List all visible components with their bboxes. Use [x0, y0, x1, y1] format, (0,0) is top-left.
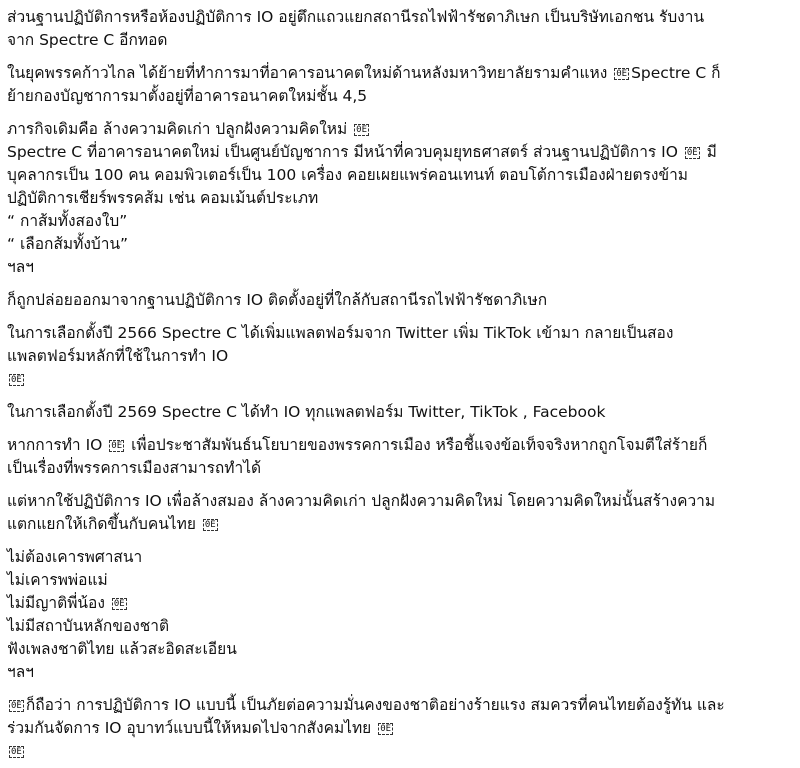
text-segment: Spectre C ที่อาคารอนาคตใหม่ เป็นศูนย์บัญชาการ มีหน้าที่ควบคุมยุทธศาสตร์ ส่วนฐานปฏิบัติการ IO: [7, 143, 678, 161]
text-segment: Spectre C ก็: [631, 64, 721, 82]
text-segment: ร่วมกันจัดการ IO อุบาทว์แบบนี้ให้หมดไปจากสังคมไทย: [7, 719, 372, 737]
text-line: ฟังเพลงชาติไทย แล้วสะอิดสะเอียน: [7, 640, 237, 658]
replacement-glyph-icon: 0E: [111, 441, 123, 451]
text-line: [7, 368, 782, 391]
text-segment: เพื่อประชาสัมพันธ์นโยบายของพรรคการเมือง หรือชี้แจงข้อเท็จจริงหากถูกโจมตีใส่ร้ายก็: [131, 436, 708, 454]
text-line: [7, 740, 782, 763]
paragraph-1: [7, 6, 782, 52]
text-line: แต่หากใช้ปฏิบัติการ IO เพื่อล้างสมอง ล้างความคิดเก่า ปลูกฝังความคิดใหม่ โดยความคิดใหม่นั้นสร้างความ: [7, 492, 716, 510]
replacement-glyph-icon: 0E: [356, 125, 367, 135]
replacement-glyph-icon: 0E: [380, 724, 392, 734]
text-line: ในการเลือกตั้งปี 2569 Spectre C ได้ทำ IO ทุกแพลตฟอร์ม Twitter, TikTok , Facebook: [7, 403, 606, 421]
replacement-glyph-icon: 0E: [113, 599, 125, 609]
text-line: [7, 513, 782, 536]
text-line: ไม่เคารพพ่อแม่: [7, 571, 108, 589]
paragraph-7: [7, 434, 782, 480]
paragraph-9: [7, 546, 782, 684]
replacement-glyph-icon: 0E: [11, 747, 22, 757]
paragraph-4: [7, 289, 782, 312]
text-line: ปฏิบัติการเชียร์พรรคส้ม เช่น คอมเม้นต์ประเภท: [7, 189, 319, 207]
replacement-glyph-icon: 0E: [616, 69, 628, 79]
text-line: ย้ายกองบัญชาการมาตั้งอยู่ที่อาคารอนาคตใหม่ชั้น 4,5: [7, 87, 368, 105]
text-line: ส่วนฐานปฏิบัติการหรือห้องปฏิบัติการ IO อยู่ตึกแถวแยกสถานีรถไฟฟ้ารัชดาภิเษก เป็นบริษัทเอกชน รับงาน: [7, 8, 705, 26]
paragraph-2: [7, 62, 782, 108]
text-line: แพลตฟอร์มหลักที่ใช้ในการทำ IO: [7, 347, 229, 365]
paragraph-6: [7, 401, 782, 424]
replacement-glyph-icon: 0E: [11, 701, 22, 711]
replacement-glyph-icon: 0E: [11, 375, 22, 385]
paragraph-8: [7, 490, 782, 536]
text-segment: หากการทำ IO: [7, 436, 103, 454]
text-line: “ กาส้มทั้งสองใบ”: [7, 212, 128, 230]
text-line: [7, 118, 782, 141]
text-line: ไม่มีสถาบันหลักของชาติ: [7, 617, 170, 635]
text-line: ไม่ต้องเคารพศาสนา: [7, 548, 143, 566]
text-line: [7, 434, 782, 457]
text-line: [7, 694, 782, 717]
paragraph-5: [7, 322, 782, 391]
text-line: จาก Spectre C อีกทอด: [7, 31, 168, 49]
text-line: บุคลากรเป็น 100 คน คอมพิวเตอร์เป็น 100 เครื่อง คอยเผยแพร่คอนเทนท์ ตอบโต้การเมืองฝ่ายตรงข้าม: [7, 166, 689, 184]
replacement-glyph-icon: 0E: [204, 520, 216, 530]
text-line: เป็นเรื่องที่พรรคการเมืองสามารถทำได้: [7, 459, 262, 477]
text-line: ในการเลือกตั้งปี 2566 Spectre C ได้เพิ่มแพลตฟอร์มจาก Twitter เพิ่ม TikTok เข้ามา กลายเป็นสอง: [7, 324, 674, 342]
text-line: [7, 141, 782, 164]
text-line: [7, 592, 782, 615]
text-segment: ภารกิจเดิมคือ ล้างความคิดเก่า ปลูกฝังความคิดใหม่: [7, 120, 348, 138]
replacement-glyph-icon: 0E: [686, 148, 698, 158]
paragraph-3: [7, 118, 782, 279]
text-segment: ไม่มีญาติพี่น้อง: [7, 594, 105, 612]
text-segment: ก็ถือว่า การปฏิบัติการ IO แบบนี้ เป็นภัยต่อความมั่นคงของชาติอย่างร้ายแรง สมควรที่คนไทยต้องรู้ทัน และ: [25, 696, 725, 714]
text-segment: มี: [706, 143, 717, 161]
text-segment: แตกแยกให้เกิดขึ้นกับคนไทย: [7, 515, 196, 533]
text-line: “ เลือกส้มทั้งบ้าน”: [7, 235, 129, 253]
text-line: ฯลฯ: [7, 258, 34, 276]
text-line: [7, 717, 782, 740]
text-line: ก็ถูกปล่อยออกมาจากฐานปฏิบัติการ IO ติดตั้งอยู่ที่ใกล้กับสถานีรถไฟฟ้ารัชดาภิเษก: [7, 291, 548, 309]
text-line: [7, 62, 782, 85]
text-segment: ในยุคพรรคก้าวไกล ได้ย้ายที่ทำการมาที่อาคารอนาคตใหม่ด้านหลังมหาวิทยาลัยรามคำแหง: [7, 64, 608, 82]
paragraph-10: [7, 694, 782, 763]
text-line: ฯลฯ: [7, 663, 34, 681]
